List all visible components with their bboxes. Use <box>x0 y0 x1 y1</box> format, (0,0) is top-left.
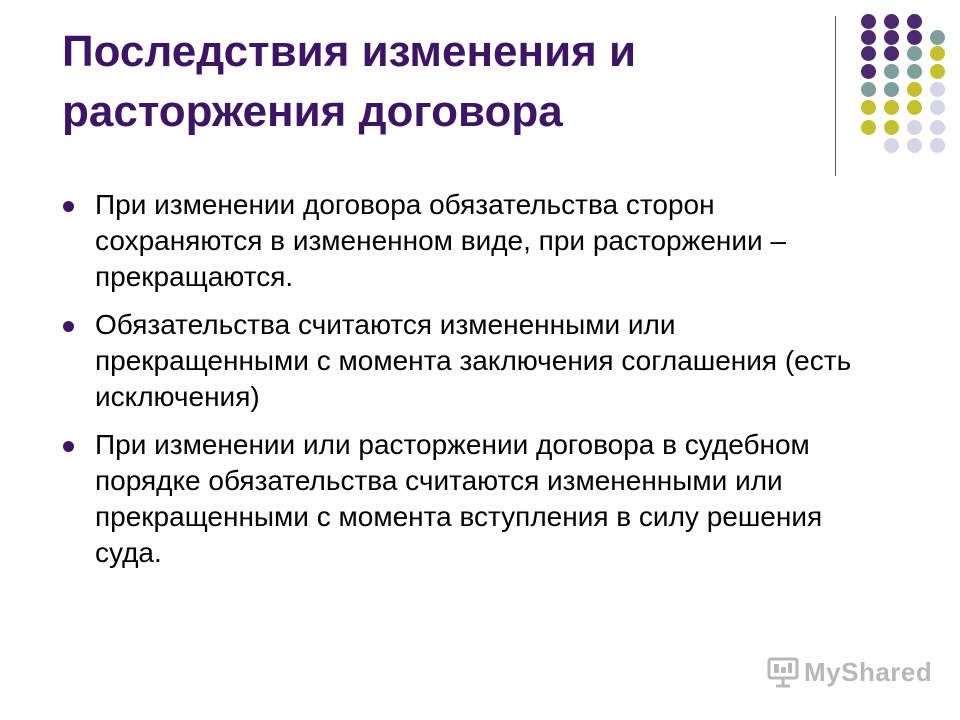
slide-title: Последствия изменения и расторжения договора <box>62 27 637 136</box>
olive-dot <box>884 120 899 135</box>
bullet-item <box>62 427 862 571</box>
purple-dot <box>861 30 876 45</box>
watermark-logo <box>766 654 932 690</box>
purple-dot <box>861 46 876 61</box>
olive-dot <box>907 100 922 115</box>
bullet-dot-icon <box>63 201 74 212</box>
olive-dot <box>861 100 876 115</box>
bullet-dot-icon <box>63 321 74 332</box>
olive-dot <box>861 120 876 135</box>
lavender-dot <box>930 82 945 97</box>
olive-dot <box>930 46 945 61</box>
purple-dot <box>884 14 899 29</box>
olive-dot <box>884 100 899 115</box>
teal-dot <box>861 82 876 97</box>
teal-dot <box>907 46 922 61</box>
bullet-text: Обязательства считаются измененными или прекращенными с момента заключения соглашения (есть исключения) <box>95 309 852 412</box>
purple-dot <box>861 14 876 29</box>
purple-dot <box>884 46 899 61</box>
teal-dot <box>884 82 899 97</box>
bullet-text: При изменении или расторжении договора в судебном порядке обязательства считаются измененными или прекращенными с момента вступления в силу решения суда. <box>95 429 823 568</box>
lavender-dot <box>907 138 922 153</box>
teal-dot <box>930 30 945 45</box>
bullet-dot-icon <box>63 441 74 452</box>
olive-dot <box>907 82 922 97</box>
olive-dot <box>930 64 945 79</box>
lavender-dot <box>930 100 945 115</box>
lavender-dot <box>907 120 922 135</box>
bullet-item <box>62 187 862 295</box>
lavender-dot <box>930 138 945 153</box>
bullet-list <box>62 187 862 583</box>
lavender-dot <box>930 120 945 135</box>
bullet-text: При изменении договора обязательства сторон сохраняются в измененном виде, при расторжении – прекращаются. <box>95 189 787 292</box>
presentation-board-icon <box>766 655 800 689</box>
purple-dot <box>884 30 899 45</box>
purple-dot <box>907 30 922 45</box>
teal-dot <box>884 64 899 79</box>
lavender-dot <box>884 138 899 153</box>
purple-dot <box>907 14 922 29</box>
bullet-item <box>62 307 862 415</box>
purple-dot <box>861 64 876 79</box>
watermark-text: MyShared <box>804 656 933 687</box>
title-divider-line <box>835 16 836 176</box>
teal-dot <box>907 64 922 79</box>
